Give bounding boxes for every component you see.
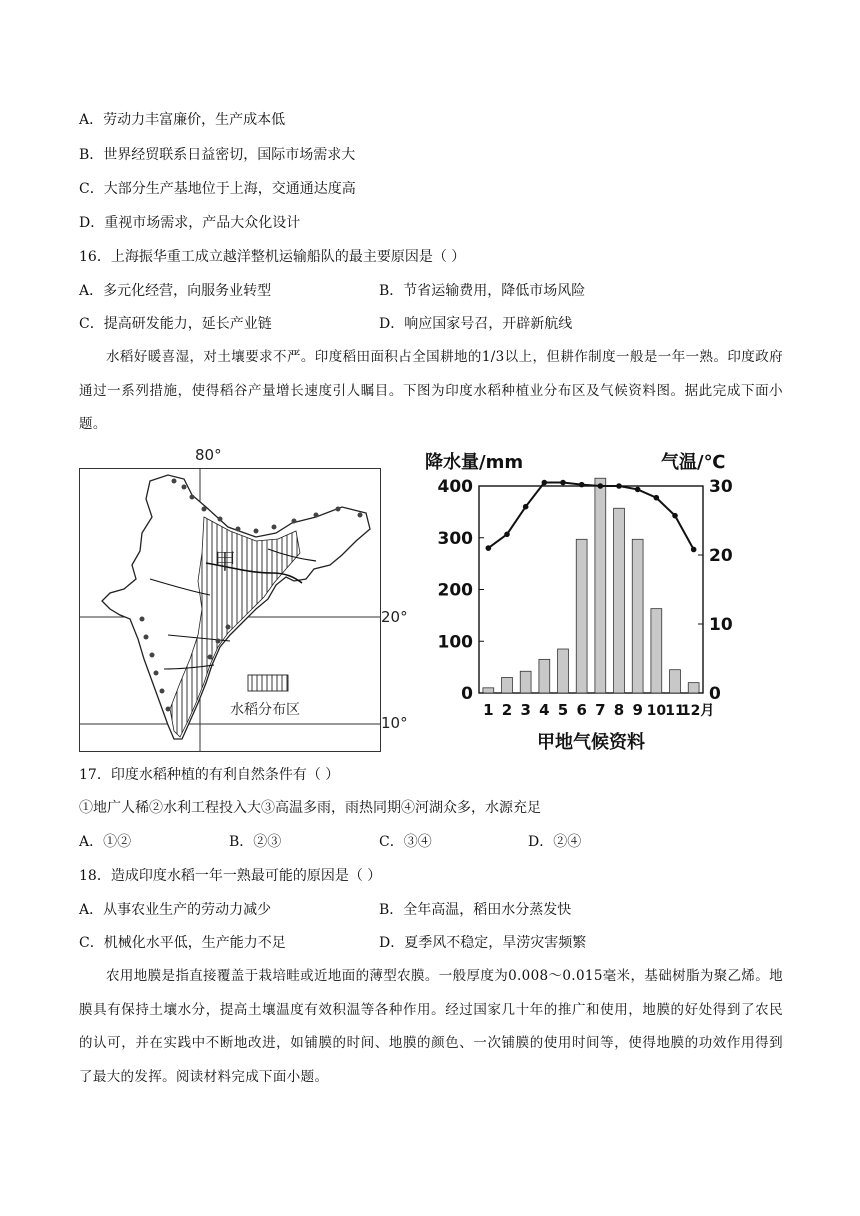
q17-option-a: A．①② [79,834,132,850]
precipitation-bar [483,688,494,693]
x-axis-month-label: 9 [632,701,643,719]
x-axis-month-label: 12月 [680,703,715,719]
temperature-point [672,513,678,519]
temperature-point [504,532,510,538]
temperature-point [598,483,604,489]
precipitation-bar [595,478,606,693]
x-axis-month-label: 4 [539,701,550,719]
chart-ylabel-right: 气温/℃ [661,452,726,473]
left-axis-tick-label: 200 [437,580,473,601]
q16-option-c: C．提高研发能力，延长产业链 [79,316,272,332]
q18-option-a: A．从事农业生产的劳动力减少 [79,902,272,918]
temperature-point [635,487,641,493]
longitude-80-label: 80° [195,446,222,464]
temperature-line [488,483,693,550]
jia-label: 甲 [214,550,237,575]
temperature-point [560,480,566,486]
legend-rice-area: 水稻分布区 [230,702,300,718]
precipitation-bar [651,609,662,693]
q16-stem: 16．上海振华重工成立越洋整机运输船队的最主要原因是（ ） [79,249,466,265]
right-axis-tick-label: 10 [709,615,733,635]
left-axis-tick-label: 0 [461,684,473,704]
india-map [79,468,381,752]
temperature-point [523,504,529,510]
q17-option-c: C．③④ [379,834,432,850]
temperature-point [579,482,585,488]
q18-option-b: B．全年高温，稻田水分蒸发快 [379,902,572,918]
q18-option-d: D．夏季风不稳定，旱涝灾害频繁 [379,935,587,951]
q16-option-d: D．响应国家号召，开辟新航线 [379,316,573,332]
passage-plastic-film: 农用地膜是指直接覆盖于栽培畦或近地面的薄型农膜。一般厚度为0.008～0.015毫米，基础树脂为聚乙烯。地膜具有保持土壤水分，提高土壤温度有效积温等各种作用。经过国家几十年的推广和使用，地膜的好处得到了农民的认可，并在实践中不断地改进，如铺膜的时间、地膜的颜色、一次铺膜的使用时间等，使得地膜的功效作用得到了最大的发挥。阅读材料完成下面小题。 [79,968,783,1085]
temperature-point [486,545,492,551]
x-axis-month-label: 8 [613,701,625,719]
temperature-point [691,547,697,553]
x-axis-month-label: 7 [595,701,606,719]
left-axis-tick-label: 100 [437,632,473,653]
precipitation-bar [502,677,513,693]
x-axis-month-label: 6 [576,701,587,719]
q15-option-d: D．重视市场需求，产品大众化设计 [79,215,301,231]
chart-title: 甲地气候资料 [537,732,645,753]
india-rice-figure [79,446,739,756]
plot-frame [479,486,703,693]
q18-stem: 18．造成印度水稻一年一熟最可能的原因是（ ） [79,868,382,884]
q17-stem: 17．印度水稻种植的有利自然条件有（ ） [79,767,340,783]
latitude-20-label: 20° [381,608,408,626]
x-axis-month-label: 11 [665,703,685,719]
q15-option-a: A．劳动力丰富廉价，生产成本低 [79,112,286,128]
q17-option-d: D．②④ [528,834,582,850]
x-axis-month-label: 10 [646,703,667,719]
precipitation-bar [520,671,531,693]
precipitation-bar [670,670,681,693]
passage-rice: 水稻好暖喜湿，对土壤要求不严。印度稻田面积占全国耕地的1/3以上，但耕作制度一般是一年一熟。印度政府通过一系列措施，使得稻谷产量增长速度引人瞩目。下图为印度水稻种植业分布区及气候资料图。据此完成下面小题。 [79,349,783,432]
q17-option-b: B．②③ [229,834,282,850]
precipitation-bar [614,508,625,693]
q17-items: ①地广人稀②水利工程投入大③高温多雨，雨热同期④河湖众多，水源充足 [79,800,541,816]
x-axis-month-label: 1 [483,701,494,719]
right-axis-tick-label: 30 [709,477,733,497]
climate-chart [415,446,739,756]
precipitation-bar [558,649,569,693]
temperature-point [542,480,548,486]
precipitation-bar [539,659,550,693]
q15-option-b: B．世界经贸联系日益密切，国际市场需求大 [79,147,356,163]
q15-option-c: C．大部分生产基地位于上海，交通通达度高 [79,181,356,197]
precipitation-bar [688,683,699,693]
right-axis-tick-label: 20 [709,546,733,566]
latitude-10-label: 10° [381,714,408,732]
left-axis-tick-label: 300 [437,528,473,549]
q16-option-b: B．节省运输费用，降低市场风险 [379,283,586,299]
x-axis-month-label: 2 [501,701,513,719]
x-axis-month-label: 5 [557,701,569,719]
right-axis-tick-label: 0 [709,684,721,704]
chart-ylabel-left: 降水量/mm [425,452,524,473]
precipitation-bar [576,539,587,693]
q18-option-c: C．机械化水平低，生产能力不足 [79,935,286,951]
q16-option-a: A．多元化经营，向服务业转型 [79,283,272,299]
temperature-point [616,483,622,489]
precipitation-bar [632,539,643,693]
left-axis-tick-label: 400 [437,477,473,497]
x-axis-month-label: 3 [520,701,531,719]
temperature-point [654,495,660,501]
